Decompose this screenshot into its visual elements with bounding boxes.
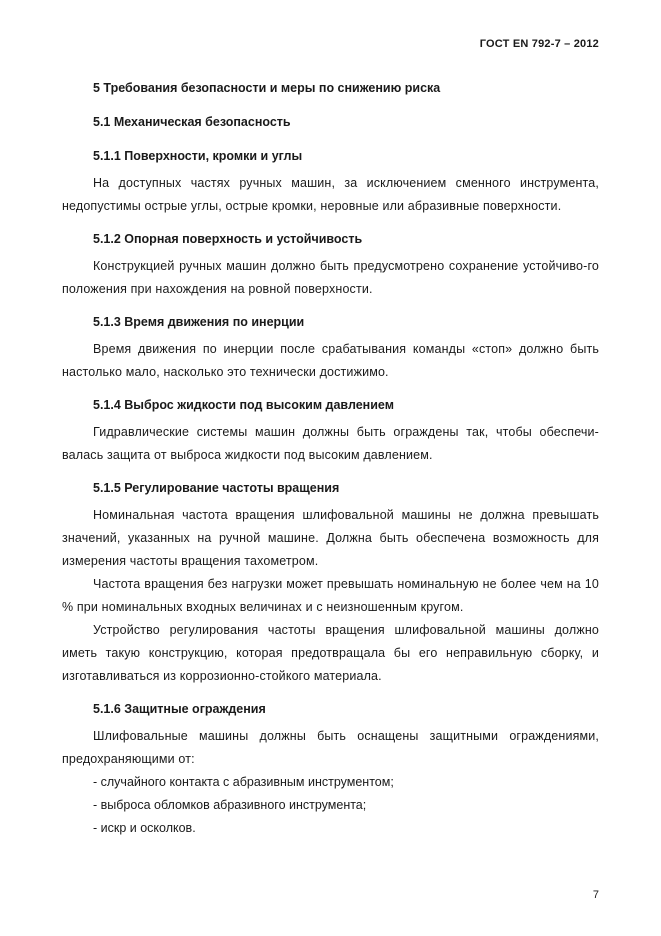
clause-paragraph: Устройство регулирования частоты вращения шлифовальной машины должно иметь такую конструкцию, которая предотвращала бы его неправильную сборку, и изготавливаться из коррозионно-стойкого материала. xyxy=(62,623,599,683)
page-number: 7 xyxy=(592,889,599,901)
clause-paragraph: Частота вращения без нагрузки может превышать номинальную не более чем на 10 % при номинальных входных величинах и с неизношенным кругом. xyxy=(62,577,599,614)
clause-title-5-1-4: 5.1.4 Выброс жидкости под высоким давлением xyxy=(93,398,394,412)
clause-title-5-1-3: 5.1.3 Время движения по инерции xyxy=(93,315,305,329)
document-header: ГОСТ EN 792-7 – 2012 xyxy=(479,38,599,50)
section-title: 5 Требования безопасности и меры по снижению риска xyxy=(93,81,441,95)
clause-title-5-1-6: 5.1.6 Защитные ограждения xyxy=(93,702,266,716)
clause-title-5-1-2: 5.1.2 Опорная поверхность и устойчивость xyxy=(93,232,363,246)
clause-title-5-1-1: 5.1.1 Поверхности, кромки и углы xyxy=(93,149,303,163)
clause-title-5-1-5: 5.1.5 Регулирование частоты вращения xyxy=(93,481,340,495)
clause-paragraph: Гидравлические системы машин должны быть ограждены так, чтобы обеспечи-валась защита от выброса жидкости под высоким давлением. xyxy=(62,425,599,462)
clause-paragraph: На доступных частях ручных машин, за исключением сменного инструмента, недопустимы острые углы, острые кромки, неровные или абразивные поверхности. xyxy=(62,176,599,213)
subsection-title: 5.1 Механическая безопасность xyxy=(93,115,291,129)
list-item: - искр и осколков. xyxy=(93,821,196,835)
list-item: - случайного контакта с абразивным инструментом; xyxy=(93,775,394,789)
clause-paragraph: Номинальная частота вращения шлифовальной машины не должна превышать значений, указанных на ручной машине. Должна быть обеспечена возможность для измерения частоты вращения тахометром. xyxy=(62,508,599,568)
clause-paragraph: Конструкцией ручных машин должно быть предусмотрено сохранение устойчиво-го положения при нахождения на ровной поверхности. xyxy=(62,259,599,296)
list-item: - выброса обломков абразивного инструмента; xyxy=(93,798,367,812)
clause-paragraph: Шлифовальные машины должны быть оснащены защитными ограждениями, предохраняющими от: xyxy=(62,729,599,766)
clause-paragraph: Время движения по инерции после срабатывания команды «стоп» должно быть настолько мало, насколько это технически достижимо. xyxy=(62,342,599,379)
document-body xyxy=(62,78,599,840)
